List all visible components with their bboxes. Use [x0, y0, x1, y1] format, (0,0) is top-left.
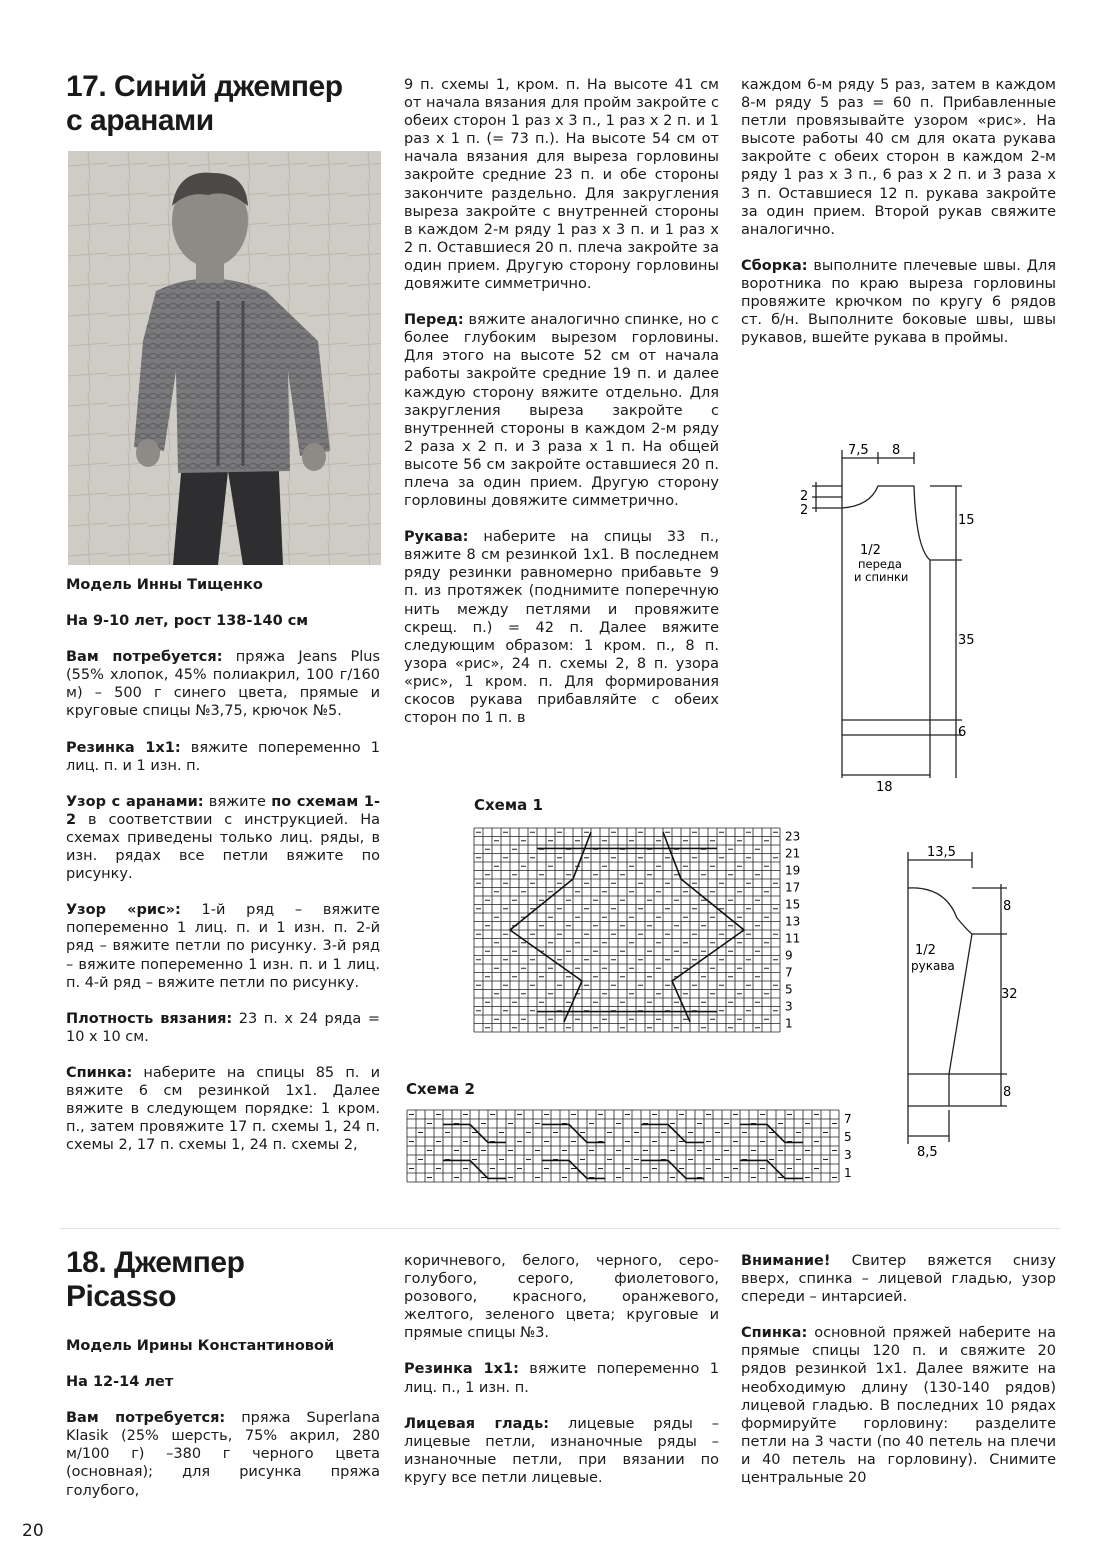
aran-paragraph: Узор с аранами: вяжите по схемам 1-2 в соответствии с инструкцией. На схемах приведены только лиц. ряды, в изн. рядах все петли вяжите по рисунку.: [66, 793, 380, 883]
body-label-back: и спинки: [854, 570, 909, 584]
article-divider: [60, 1228, 1060, 1229]
body-dim-neck-depth-1: 2: [800, 489, 809, 504]
schema-1-row-19: 19: [785, 863, 801, 878]
sleeve-pattern-diagram: [895, 838, 1045, 1158]
schema-2-label: Схема 2: [406, 1080, 475, 1098]
age-size: На 9-10 лет, рост 138-140 см: [66, 613, 309, 630]
stockinette-paragraph-18: Лицевая гладь: лицевые ряды – лицевые петли, изнаночные ряды – изнаночные петли, при вязании по кругу все петли лицевые.: [404, 1415, 720, 1486]
sleeve-dim-bottom-width: 8,5: [917, 1145, 938, 1158]
body-dim-length: 35: [958, 633, 975, 648]
body-label-front: переда: [858, 557, 902, 571]
sleeve-label-fraction: 1/2: [915, 943, 936, 958]
body-pattern-diagram: [790, 438, 990, 798]
page-number: 20: [22, 1521, 44, 1541]
schema-2-row-3: 3: [844, 1148, 852, 1162]
sleeve-label-text: рукава: [911, 959, 955, 973]
body-dim-neck-depth-2: 2: [800, 503, 809, 518]
schema-2-row-1: 1: [844, 1166, 852, 1180]
assembly-paragraph: Сборка: выполните плечевые швы. Для воротника по краю выреза горловины провяжите крючком по кругу 6 рядов ст. б/н. Выполните боковые швы, швы рукавов, вшейте рукава в проймы.: [741, 257, 1056, 347]
materials-paragraph-18: Вам потребуется: пряжа Superlana Klasik (25% шерсть, 75% акрил, 280 м/100 г) –380 г черного цвета (основная); для рисунка пряжа голубого,: [66, 1410, 380, 1499]
schema-1-row-11: 11: [785, 931, 801, 946]
sleeves-continued-paragraph: каждом 6-м ряду 5 раз, затем в каждом 8-м ряду 5 раз = 60 п. Прибавленные петли провязывайте узором «рис». На высоте работы 40 см для оката рукава закройте с обеих сторон в каждом 2-м ряду 1 раз х 3 п., 6 раз х 2 п. и 3 раза х 3 п. Оставшиеся 12 п. рукава закройте за один прием. Второй рукав свяжите аналогично.: [741, 77, 1056, 238]
gauge-paragraph: Плотность вязания: 23 п. х 24 ряда = 10 х 10 см.: [66, 1010, 380, 1045]
boy-photo-illustration: [68, 151, 381, 565]
sleeve-dim-cap-width: 13,5: [927, 845, 956, 860]
body-dim-neck: 7,5: [848, 443, 869, 458]
article-17-column-2: [404, 76, 719, 727]
schema-2-row-7: 7: [844, 1112, 852, 1126]
model-credit-18: Модель Ирины Константиновой: [66, 1338, 335, 1354]
schema-1-row-1: 1: [785, 1016, 793, 1031]
body-dim-armhole: 15: [958, 513, 975, 528]
article-18-column-1: [66, 1337, 380, 1500]
sleeve-dim-cap-height: 8: [1003, 899, 1012, 914]
article-17-column-3: [741, 76, 1056, 347]
article-18-column-2: [404, 1252, 719, 1487]
age-size-18: На 12-14 лет: [66, 1374, 174, 1391]
article-18-title: 18. Джемпер Picasso: [66, 1246, 245, 1313]
rib-paragraph-18: Резинка 1х1: вяжите попеременно 1 лиц. п., 1 изн. п.: [404, 1361, 719, 1396]
article-17-title: 17. Синий джемпер с аранами: [66, 70, 343, 137]
schema-1-label: Схема 1: [474, 796, 543, 814]
schema-1-chart: [470, 820, 820, 1052]
body-dim-rib: 6: [958, 725, 967, 740]
schema-1-row-13: 13: [785, 914, 801, 929]
back-paragraph-18: Спинка: основной пряжей наберите на прямые спицы 120 п. и свяжите 20 рядов резинкой 1х1. Далее вяжите на необходимую длину (130-140 рядов) лицевой гладью. В последних 10 рядах формируйте горловину: разделите петли на 3 части (по 40 петель на плечи и 40 петель на горловину). Снимите центральные 20: [741, 1325, 1056, 1487]
rib-paragraph: Резинка 1х1: вяжите попеременно 1 лиц. п. и 1 изн. п.: [66, 739, 380, 774]
rice-paragraph: Узор «рис»: 1-й ряд – вяжите попеременно 1 лиц. п. и 1 изн. п. 2-й ряд – вяжите петли по рисунку. 3-й ряд – вяжите попеременно 1 изн. п. и 1 лиц. п. 4-й ряд – вяжите петли по рисунку.: [66, 902, 380, 991]
schema-1-row-9: 9: [785, 948, 793, 963]
attention-paragraph-18: Внимание! Свитер вяжется снизу вверх, спинка – лицевой гладью, узор спереди – интарсией.: [741, 1253, 1056, 1306]
back-paragraph: Спинка: наберите на спицы 85 п. и вяжите 6 см резинкой 1х1. Далее вяжите в следующем порядке: 1 кром. п., затем провяжите 17 п. схемы 1, 24 п. схемы 2, 17 п. схемы 1, 24 п. схемы 2,: [66, 1064, 380, 1154]
boy-photo: [68, 151, 381, 565]
back-continued-paragraph: 9 п. схемы 1, кром. п. На высоте 41 см от начала вязания для пройм закройте с обеих сторон 1 раз х 3 п., 1 раз х 2 п. и 1 раз х 1 п. (= 73 п.). На высоте 54 см от начала вязания для выреза горловины закройте средние 23 п. и обе стороны закончите раздельно. Для закругления выреза закройте с внутренней стороны в каждом 2-м ряду 1 раз х 3 п. и 1 раз х 2 п. Оставшиеся 20 п. плеча закройте за один прием. Другую сторону горловины довяжите симметрично.: [404, 77, 719, 293]
model-credit: Модель Инны Тищенко: [66, 577, 263, 593]
article-17-column-1: [66, 576, 380, 1154]
article-18-column-3: [741, 1252, 1056, 1487]
schema-1-row-7: 7: [785, 965, 793, 980]
materials-continued-18: коричневого, белого, черного, серо-голубого, серого, фиолетового, розового, красного, оранжевого, желтого, зеленого цвета; круговые и прямые спицы №3.: [404, 1253, 719, 1342]
body-dim-width: 18: [876, 780, 893, 795]
materials-paragraph: Вам потребуется: пряжа Jeans Plus (55% хлопок, 45% полиакрил, 100 г/160 м) – 500 г синего цвета, прямые и круговые спицы №3,75, крючок №5.: [66, 649, 380, 720]
schema-2-chart: [403, 1104, 863, 1194]
schema-1-row-15: 15: [785, 897, 801, 912]
schema-1-row-17: 17: [785, 880, 801, 895]
front-paragraph: Перед: вяжите аналогично спинке, но с более глубоким вырезом горловины. Для этого на высоте 52 см от начала работы закройте средние 19 п. и далее каждую сторону вяжите отдельно. Для закругления выреза закройте с внутренней стороны в каждом 2-м ряду 2 раза х 2 п. и 3 раза х 1 п. На общей высоте 56 см закройте оставшиеся 20 п. плеча за один прием. Другую сторону горловины довяжите симметрично.: [404, 312, 719, 510]
body-label-fraction: 1/2: [860, 543, 881, 558]
schema-1-row-23: 23: [785, 829, 801, 844]
sleeve-dim-cuff: 8: [1003, 1085, 1012, 1100]
sleeve-dim-length: 32: [1001, 987, 1018, 1002]
schema-2-row-5: 5: [844, 1130, 852, 1144]
schema-1-row-21: 21: [785, 846, 801, 861]
schema-1-row-3: 3: [785, 999, 793, 1014]
schema-1-row-5: 5: [785, 982, 793, 997]
body-dim-shoulder: 8: [892, 443, 901, 458]
sleeves-paragraph: Рукава: наберите на спицы 33 п., вяжите 8 см резинкой 1х1. В последнем ряду резинки равномерно прибавьте 9 п. из протяжек (поднимите поперечную нить между петлями и провяжите скрещ. п.) = 42 п. Далее вяжите следующим образом: 1 кром. п., 8 п. узора «рис», 24 п. схемы 2, 8 п. узора «рис», 1 кром. п. Для формирования скосов рукава прибавляйте с обеих сторон по 1 п. в: [404, 529, 719, 727]
